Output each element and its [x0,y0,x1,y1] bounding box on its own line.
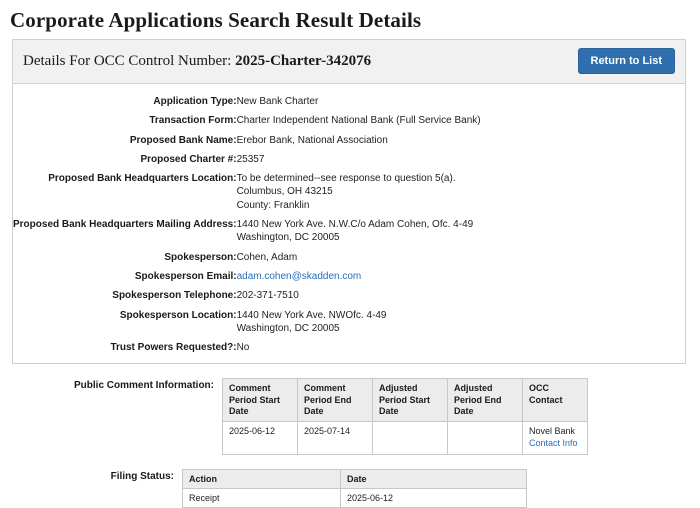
field-value [237,248,685,267]
cell-adjusted-period-end [448,422,523,454]
table-row [13,150,685,169]
field-value-line: County: Franklin [236,199,310,211]
table-row [13,92,685,111]
table-row [13,306,685,339]
return-to-list-button[interactable]: Return to List [578,48,676,74]
filing-status-table [182,469,527,508]
table-row [13,215,685,248]
column-header-occ-contact: OCC Contact [523,379,588,422]
cell-comment-period-start: 2025-06-12 [223,422,298,454]
table-row [13,267,685,286]
control-number-heading [23,53,371,70]
field-value-line: Washington, DC 20005 [236,322,340,334]
field-label-line: Proposed Bank Headquarters Mailing Address: [13,219,237,231]
details-panel-body [13,84,685,363]
field-value [237,338,685,357]
cell-adjusted-period-start [373,422,448,454]
field-label: Spokesperson Location: [119,309,237,321]
field-value [237,169,685,215]
table-row [13,131,685,150]
field-label: Spokesperson: [164,251,237,263]
field-value [237,215,685,248]
filing-status-section [0,469,700,508]
field-value-line: New Bank Charter [236,96,319,107]
control-number-value: 2025-Charter-342076 [235,52,372,69]
field-label-line: Proposed Bank Headquarters Location: [48,173,237,185]
field-value [237,111,685,130]
column-header-comment-period-start: Comment Period Start Date [223,379,298,422]
field-label: Trust Powers Requested?: [110,342,237,354]
spokesperson-email-link[interactable]: adam.cohen@skadden.com [236,270,362,282]
field-value-line: Erebor Bank, National Association [236,134,388,146]
field-label: Spokesperson Telephone: [112,290,237,302]
page-title: Corporate Applications Search Result Details [10,8,422,32]
field-value [237,131,685,150]
field-value-line: Washington, DC 20005 [236,232,340,244]
table-row [13,338,685,357]
table-header-row [183,469,527,488]
field-value-line: To be determined--see response to question 5(a). [236,173,456,185]
column-header-action: Action [183,469,341,488]
public-comment-section [0,378,700,454]
control-number-prefix: Details For OCC Control Number: [23,52,236,69]
field-label: Application Type: [153,96,237,107]
field-label [13,215,237,248]
field-label: Proposed Charter #: [140,153,237,165]
column-header-date: Date [341,469,527,488]
field-value-line: 202-371-7510 [236,290,299,302]
field-value [237,306,685,339]
field-value-line: 1440 New York Ave. N.W.C/o Adam Cohen, Ofc. 4-49 [236,219,474,231]
field-label [13,169,237,215]
application-details-table [13,92,685,357]
column-header-adjusted-period-start: Adjusted Period Start Date [373,379,448,422]
details-panel-header [13,40,685,84]
field-value [237,267,685,286]
field-value [237,92,685,111]
field-value [237,286,685,305]
cell-date: 2025-06-12 [341,488,527,507]
table-row [183,488,527,507]
field-value-line: Cohen, Adam [236,251,298,263]
table-row [223,422,588,454]
occ-contact-name: Novel Bank [529,426,576,437]
public-comment-table [222,378,588,454]
table-row [13,111,685,130]
cell-occ-contact [523,422,588,454]
table-row [13,169,685,215]
field-value-line: 1440 New York Ave. NWOfc. 4-49 [236,309,387,321]
cell-action: Receipt [183,488,341,507]
occ-contact-info-link[interactable]: Contact Info [529,437,578,448]
field-label: Spokesperson Email: [134,270,237,282]
cell-comment-period-end: 2025-07-14 [298,422,373,454]
field-value-line: Columbus, OH 43215 [236,186,333,198]
filing-status-label: Filing Status: [110,470,174,482]
field-value [237,150,685,169]
field-value-line: 25357 [236,153,265,165]
field-label: Transaction Form: [149,115,237,127]
details-panel [12,39,686,364]
field-value-line: No [236,342,250,354]
table-row [13,286,685,305]
field-value-line: Charter Independent National Bank (Full Service Bank) [236,115,481,127]
public-comment-label: Public Comment Information: [74,380,214,392]
field-label: Proposed Bank Name: [129,134,237,146]
table-header-row [223,379,588,422]
column-header-adjusted-period-end: Adjusted Period End Date [448,379,523,422]
column-header-comment-period-end: Comment Period End Date [298,379,373,422]
table-row [13,248,685,267]
